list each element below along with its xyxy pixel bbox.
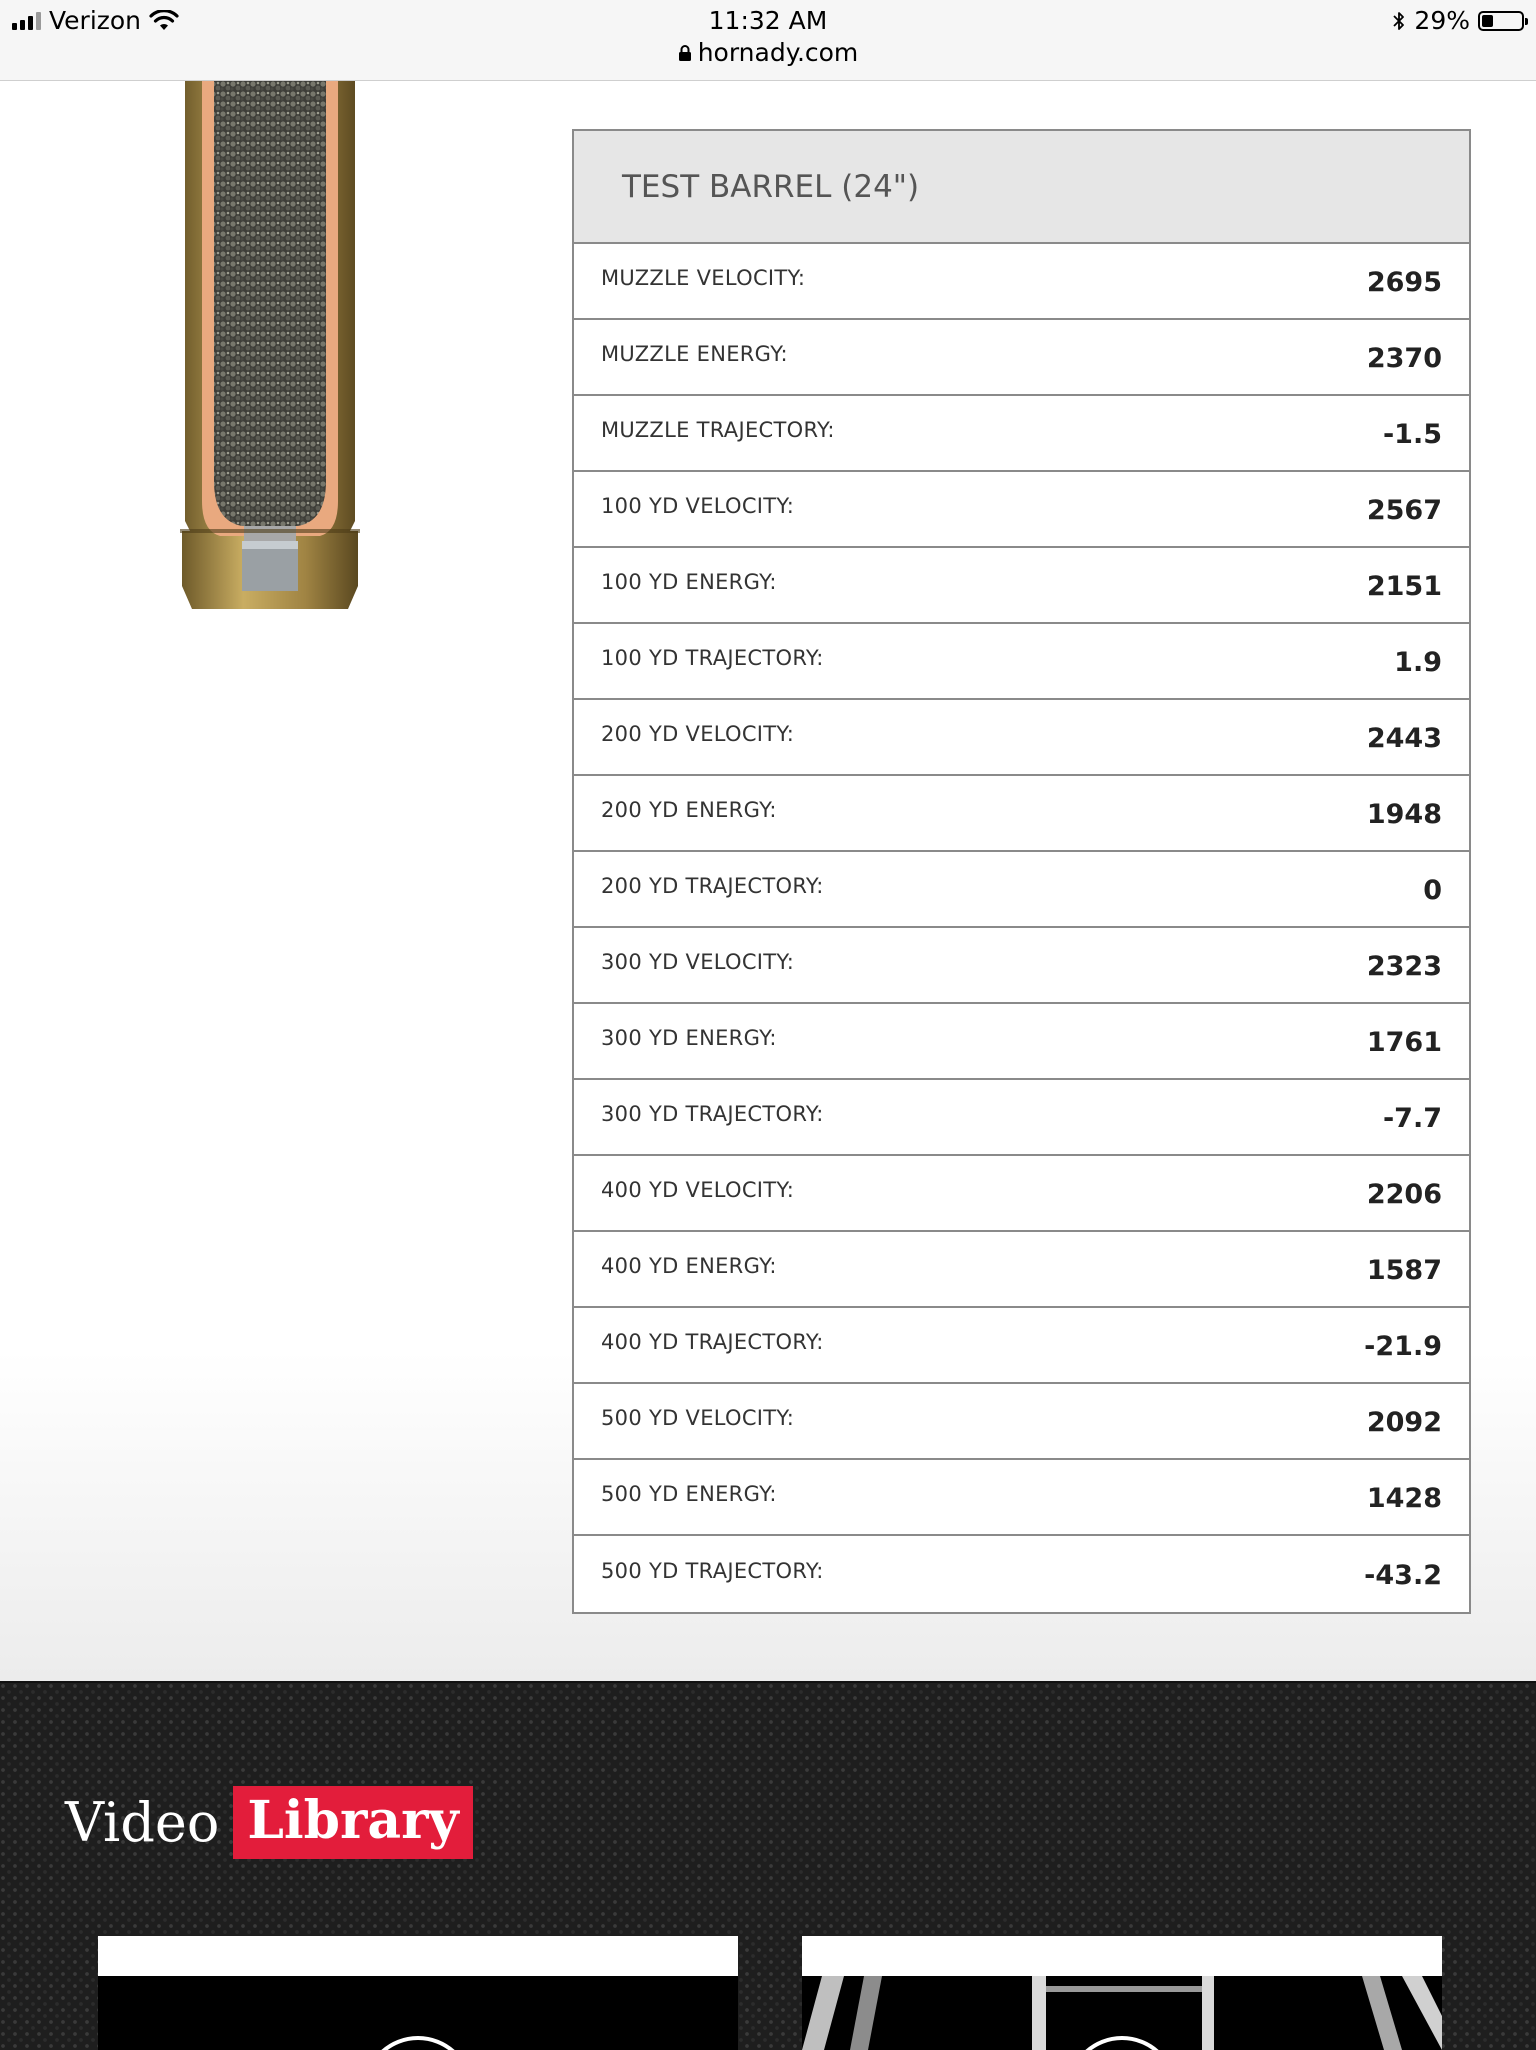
clock: 11:32 AM [708, 6, 828, 35]
battery-percent: 29% [1414, 6, 1470, 35]
heading-plain: Video [65, 1791, 220, 1854]
table-row [574, 396, 1469, 472]
row-label: MUZZLE TRAJECTORY: [601, 418, 835, 442]
table-row [574, 1308, 1469, 1384]
video-library-section [0, 1681, 1536, 2050]
table-row [574, 928, 1469, 1004]
row-value: 2695 [1366, 266, 1442, 298]
table-row [574, 1460, 1469, 1536]
row-value: 1761 [1366, 1026, 1442, 1058]
table-row [574, 472, 1469, 548]
row-value: -21.9 [1364, 1330, 1442, 1362]
table-row [574, 320, 1469, 396]
row-label: 300 YD ENERGY: [601, 1026, 777, 1050]
row-value: 2443 [1366, 722, 1442, 754]
table-row [574, 624, 1469, 700]
heading-highlight: Library [233, 1786, 472, 1859]
row-label: 200 YD VELOCITY: [601, 722, 795, 746]
table-row [574, 852, 1469, 928]
row-label: 100 YD TRAJECTORY: [601, 646, 824, 670]
cartridge-cutaway-image [180, 81, 360, 611]
carrier-label: Verizon [49, 6, 142, 35]
table-row [574, 1156, 1469, 1232]
row-label: 400 YD TRAJECTORY: [601, 1330, 824, 1354]
table-row [574, 1384, 1469, 1460]
row-label: 500 YD ENERGY: [601, 1482, 777, 1506]
ballistics-rows [574, 244, 1469, 1612]
row-value: 2567 [1366, 494, 1442, 526]
table-row [574, 700, 1469, 776]
battery-icon [1478, 11, 1524, 31]
row-value: 1.9 [1394, 646, 1442, 678]
row-value: 0 [1423, 874, 1442, 906]
row-value: 2323 [1366, 950, 1442, 982]
row-value: -1.5 [1382, 418, 1442, 450]
table-row [574, 548, 1469, 624]
thumbnail-top-bar [802, 1936, 1442, 1976]
row-label: 500 YD TRAJECTORY: [601, 1559, 824, 1583]
row-label: 200 YD ENERGY: [601, 798, 777, 822]
product-detail [0, 81, 1536, 1681]
video-thumbnail[interactable] [802, 1936, 1442, 2050]
table-row [574, 1004, 1469, 1080]
bluetooth-icon [1392, 10, 1406, 32]
thumbnail-top-bar [98, 1936, 738, 1976]
row-label: MUZZLE ENERGY: [601, 342, 788, 366]
url-text: hornady.com [697, 38, 859, 67]
table-row [574, 1080, 1469, 1156]
row-value: 1428 [1366, 1482, 1442, 1514]
status-right [1392, 6, 1524, 35]
row-value: 1948 [1366, 798, 1442, 830]
row-value: -7.7 [1382, 1102, 1442, 1134]
row-label: 100 YD ENERGY: [601, 570, 777, 594]
row-label: 400 YD ENERGY: [601, 1254, 777, 1278]
table-row [574, 1536, 1469, 1612]
thumbnail-image [98, 1976, 738, 2050]
row-label: 300 YD TRAJECTORY: [601, 1102, 824, 1126]
row-label: 100 YD VELOCITY: [601, 494, 795, 518]
video-thumbnail[interactable] [98, 1936, 738, 2050]
lock-icon [678, 44, 692, 62]
table-row [574, 244, 1469, 320]
row-label: 400 YD VELOCITY: [601, 1178, 795, 1202]
row-label: 300 YD VELOCITY: [601, 950, 795, 974]
table-row [574, 1232, 1469, 1308]
address-bar[interactable] [0, 38, 1536, 67]
row-label: 200 YD TRAJECTORY: [601, 874, 824, 898]
row-value: 1587 [1366, 1254, 1442, 1286]
video-library-heading [65, 1786, 473, 1859]
row-value: 2092 [1366, 1406, 1442, 1438]
ballistics-table [572, 129, 1471, 1614]
row-value: 2206 [1366, 1178, 1442, 1210]
ballistics-table-header: TEST BARREL (24") [574, 131, 1469, 244]
table-row [574, 776, 1469, 852]
row-value: -43.2 [1364, 1559, 1442, 1591]
row-value: 2370 [1366, 342, 1442, 374]
row-value: 2151 [1366, 570, 1442, 602]
row-label: 500 YD VELOCITY: [601, 1406, 795, 1430]
thumbnail-image [802, 1976, 1442, 2050]
status-bar [0, 0, 1536, 81]
row-label: MUZZLE VELOCITY: [601, 266, 806, 290]
